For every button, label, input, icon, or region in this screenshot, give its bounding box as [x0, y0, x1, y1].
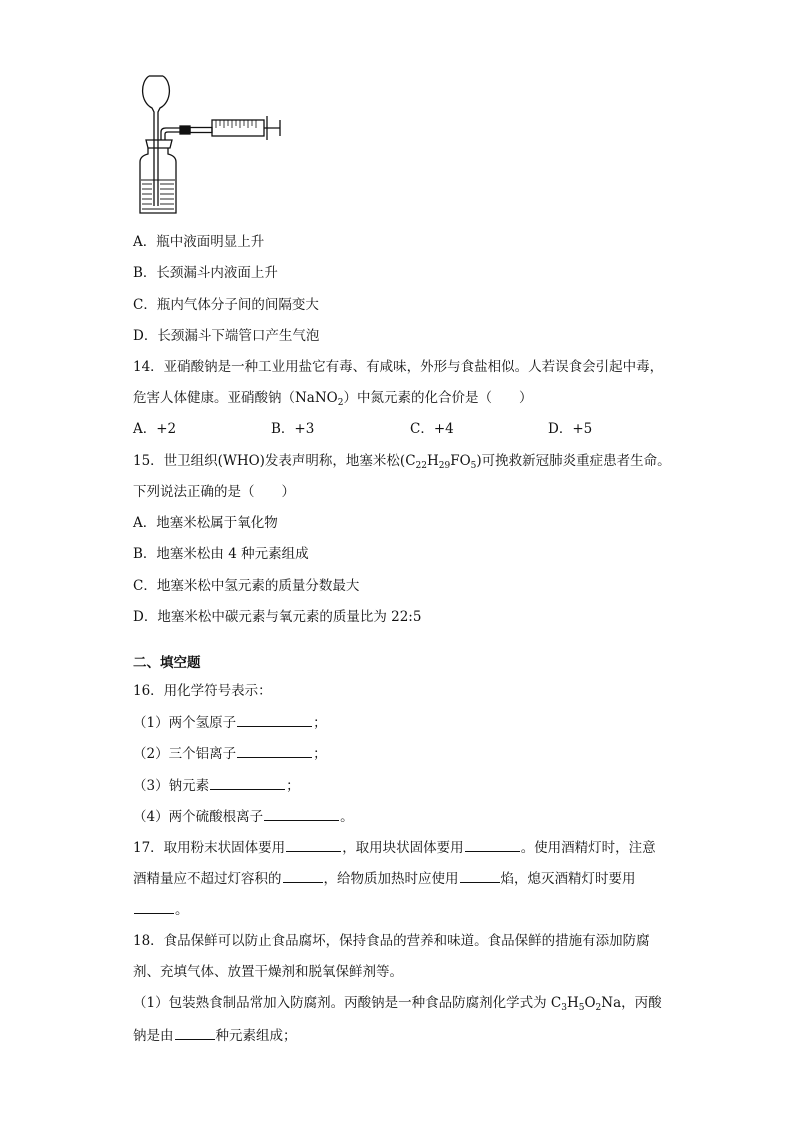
q18-line1: 18．食品保鲜可以防止食品腐坏，保持食品的营养和味道。食品保鲜的措施有添加防腐 [133, 933, 650, 949]
answer-blank[interactable] [465, 837, 520, 852]
q17-line1: 17．取用粉末状固体要用 ，取用块状固体要用 。使用酒精灯时，注意 [133, 837, 656, 858]
q16-item-2: （2）三个铝离子 ； [133, 743, 327, 764]
q15-option-b: B．地塞米松由 4 种元素组成 [133, 546, 309, 562]
q18-line3: （1）包装熟食制品常加入防腐剂。丙酸钠是一种食品防腐剂化学式为 $C_3H_5O_2Na$，丙酸 [133, 995, 662, 1013]
answer-blank[interactable] [286, 837, 341, 852]
funnel-right [158, 76, 169, 148]
answer-blank[interactable] [237, 743, 312, 758]
answer-blank[interactable] [460, 868, 500, 883]
funnel-left [143, 76, 154, 148]
apparatus-figure [130, 68, 300, 218]
q13-option-b: B．长颈漏斗内液面上升 [133, 265, 278, 281]
q13-option-d: D．长颈漏斗下端管口产生气泡 [133, 328, 320, 344]
answer-blank[interactable] [264, 806, 339, 821]
q17-line3: 。 [133, 899, 189, 920]
answer-blank[interactable] [237, 712, 312, 727]
answer-blank[interactable] [283, 868, 323, 883]
q14-option-b: B．+3 [271, 421, 315, 437]
q18-line2: 剂、充填气体、放置干燥剂和脱氧保鲜剂等。 [133, 964, 403, 980]
q16-item-1: （1）两个氢原子 ； [133, 712, 327, 733]
q13-option-c: C．瓶内气体分子间的间隔变大 [133, 297, 319, 313]
plunger [264, 116, 280, 140]
q16-item-3: （3）钠元素 ； [133, 775, 300, 796]
q16-stem: 16．用化学符号表示： [133, 683, 272, 699]
stopper [146, 140, 172, 148]
q14-option-d: D．+5 [548, 421, 593, 437]
section-heading: 二、填空题 [133, 655, 201, 671]
q15-stem-line1: 15．世卫组织(WHO)发表声明称，地塞米松$(C_{22}H_{29}FO_5)$可挽救新冠肺炎重症患者生命。 [133, 453, 671, 471]
side-tube [161, 128, 180, 140]
q14-option-c: C．+4 [410, 421, 454, 437]
q18-line4: 钠是由 种元素组成； [133, 1025, 297, 1046]
q16-item-4: （4）两个硫酸根离子 。 [133, 806, 354, 827]
answer-blank[interactable] [210, 775, 285, 790]
q15-option-c: C．地塞米松中氢元素的质量分数最大 [133, 578, 360, 594]
q13-option-a: A．瓶中液面明显上升 [133, 234, 265, 250]
funnel-stem [154, 148, 158, 206]
q17-line2: 酒精量应不超过灯容积的 ，给物质加热时应使用 焰，熄灭酒精灯时要用 [133, 868, 636, 889]
q14-option-a: A．+2 [133, 421, 177, 437]
q15-stem-line2: 下列说法正确的是（ ） [133, 484, 295, 500]
q14-stem-line2: 危害人体健康。亚硝酸钠（NaNO$_2$）中氮元素的化合价是（ ） [133, 390, 533, 408]
answer-blank[interactable] [175, 1025, 215, 1040]
q14-stem-line1: 14．亚硝酸钠是一种工业用盐它有毒、有咸味，外形与食盐相似。人若误食会引起中毒， [133, 359, 664, 375]
q15-option-a: A．地塞米松属于氧化物 [133, 515, 278, 531]
q15-option-d: D．地塞米松中碳元素与氧元素的质量比为 22:5 [133, 609, 422, 625]
answer-blank[interactable] [134, 899, 174, 914]
